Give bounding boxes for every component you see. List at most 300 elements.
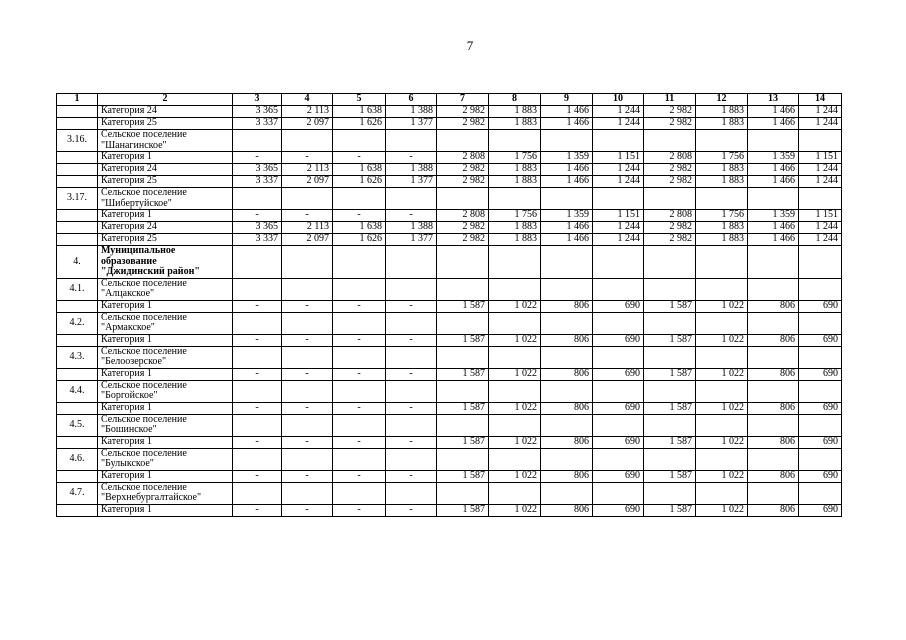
value-cell [437,482,489,504]
header-cell: 4 [282,94,333,106]
value-cell: 806 [748,470,799,482]
value-cell [696,448,748,470]
value-cell: 1 638 [333,106,386,118]
value-cell: 1 883 [489,164,541,176]
value-cell: 2 097 [282,234,333,246]
value-cell [799,278,842,300]
value-cell [644,448,696,470]
value-cell [541,414,593,436]
value-cell: 806 [541,334,593,346]
value-cell: - [386,470,437,482]
table-body [57,106,842,517]
value-cell: 1 587 [644,504,696,516]
row-name-line: Категория 25 [101,233,157,245]
value-cell [489,246,541,279]
value-cell: 1 022 [489,402,541,414]
value-cell [799,130,842,152]
value-cell: 1 244 [799,164,842,176]
value-cell [489,346,541,368]
row-name-line: "Шанагинское" [101,139,167,151]
value-cell [696,312,748,334]
value-cell: 1 151 [799,152,842,164]
row-name [98,130,233,152]
value-cell: 1 022 [696,402,748,414]
value-cell [282,414,333,436]
value-cell [696,130,748,152]
table-row [57,106,842,118]
value-cell [799,312,842,334]
row-number [57,210,98,222]
table-row [57,152,842,164]
tariff-table [56,93,842,517]
value-cell: 1 244 [593,118,644,130]
value-cell: - [333,152,386,164]
table-row [57,402,842,414]
table-row [57,300,842,312]
value-cell: 1 883 [489,234,541,246]
value-cell: 2 982 [437,118,489,130]
value-cell: 806 [541,436,593,448]
row-name-line: Категория 1 [101,209,152,221]
value-cell: 1 466 [748,234,799,246]
value-cell [386,346,437,368]
value-cell: 1 883 [489,118,541,130]
value-cell: 2 808 [644,210,696,222]
value-cell [489,414,541,436]
value-cell [644,278,696,300]
row-name-line: "Верхнебургалтайское" [101,492,202,503]
row-name [98,414,233,436]
value-cell: 1 022 [696,504,748,516]
row-name-line: Категория 24 [101,105,157,117]
header-cell: 5 [333,94,386,106]
value-cell [386,130,437,152]
value-cell [386,380,437,402]
value-cell: - [333,368,386,380]
value-cell: - [282,402,333,414]
value-cell [748,414,799,436]
value-cell: 1 587 [644,334,696,346]
value-cell: 1 022 [696,300,748,312]
value-cell [333,278,386,300]
row-number [57,402,98,414]
row-number [57,222,98,234]
value-cell [233,346,282,368]
row-name [98,470,233,482]
value-cell: 1 587 [437,470,489,482]
value-cell: 1 022 [696,470,748,482]
value-cell [437,380,489,402]
value-cell: 2 113 [282,106,333,118]
row-name-line: Сельское поселение [101,278,187,289]
table-row [57,436,842,448]
value-cell: 1 587 [644,470,696,482]
value-cell [489,278,541,300]
value-cell: 1 466 [748,176,799,188]
value-cell: 1 022 [696,436,748,448]
value-cell: 806 [541,368,593,380]
value-cell: 1 359 [748,152,799,164]
value-cell: - [282,470,333,482]
value-cell: 1 244 [799,176,842,188]
value-cell: - [333,210,386,222]
value-cell [593,482,644,504]
row-name-line: Сельское поселение [101,380,187,391]
row-name [98,234,233,246]
row-name [98,448,233,470]
value-cell: - [333,504,386,516]
value-cell: 1 626 [333,176,386,188]
value-cell: - [282,368,333,380]
value-cell: 2 097 [282,176,333,188]
value-cell [233,312,282,334]
value-cell [593,312,644,334]
row-number: 4.6. [57,448,98,470]
value-cell: 1 244 [593,164,644,176]
value-cell: 1 587 [644,436,696,448]
value-cell: 2 982 [437,222,489,234]
value-cell: 1 883 [489,106,541,118]
value-cell: 1 388 [386,164,437,176]
row-number [57,300,98,312]
value-cell: 1 883 [696,106,748,118]
value-cell: - [282,334,333,346]
value-cell [541,346,593,368]
value-cell [333,482,386,504]
value-cell: 690 [799,368,842,380]
row-number: 4.3. [57,346,98,368]
value-cell: 690 [799,402,842,414]
value-cell: 690 [593,334,644,346]
value-cell [437,346,489,368]
row-name-line: Категория 25 [101,175,157,187]
value-cell: 806 [541,300,593,312]
value-cell: - [233,334,282,346]
value-cell: 1 466 [541,118,593,130]
value-cell: 1 587 [644,402,696,414]
value-cell [593,448,644,470]
header-cell: 1 [57,94,98,106]
value-cell: 1 244 [799,118,842,130]
value-cell: 1 466 [541,234,593,246]
header-cell: 12 [696,94,748,106]
value-cell: 2 808 [437,152,489,164]
value-cell: 1 756 [696,210,748,222]
value-cell: 1 638 [333,164,386,176]
row-name [98,334,233,346]
value-cell [233,188,282,210]
value-cell [696,346,748,368]
value-cell: 1 022 [489,504,541,516]
value-cell: - [282,436,333,448]
value-cell [437,246,489,279]
value-cell [437,448,489,470]
value-cell [644,188,696,210]
value-cell: 2 982 [644,164,696,176]
value-cell: 806 [748,436,799,448]
value-cell [748,278,799,300]
header-cell: 8 [489,94,541,106]
value-cell: 1 466 [748,164,799,176]
row-name-line: Категория 1 [101,504,152,515]
row-number: 3.16. [57,130,98,152]
row-name-line: "Булыкское" [101,458,154,469]
value-cell: - [386,152,437,164]
value-cell [748,246,799,279]
table-row [57,118,842,130]
value-cell: - [233,300,282,312]
value-cell: 2 982 [437,234,489,246]
value-cell: 1 587 [437,504,489,516]
row-name [98,164,233,176]
row-name [98,176,233,188]
value-cell [748,188,799,210]
value-cell [541,130,593,152]
value-cell [696,246,748,279]
value-cell: 2 097 [282,118,333,130]
row-name [98,210,233,222]
value-cell [282,246,333,279]
value-cell: 1 587 [437,402,489,414]
value-cell [386,414,437,436]
row-number: 4.5. [57,414,98,436]
value-cell: 1 466 [541,222,593,234]
value-cell [333,448,386,470]
value-cell [437,312,489,334]
page-number: 7 [466,38,474,53]
value-cell: 690 [799,300,842,312]
row-name [98,188,233,210]
row-number: 3.17. [57,188,98,210]
value-cell [748,312,799,334]
value-cell: 806 [748,368,799,380]
value-cell: 3 337 [233,176,282,188]
row-name-line: Сельское поселение [101,346,187,357]
value-cell: 1 244 [593,234,644,246]
value-cell [748,346,799,368]
value-cell: 2 113 [282,222,333,234]
value-cell: 3 365 [233,164,282,176]
value-cell [282,448,333,470]
value-cell: - [386,436,437,448]
value-cell: - [233,436,282,448]
row-number [57,436,98,448]
value-cell: 1 377 [386,234,437,246]
row-name [98,246,233,279]
header-cell: 7 [437,94,489,106]
header-cell: 13 [748,94,799,106]
value-cell [799,482,842,504]
value-cell [644,414,696,436]
value-cell [489,188,541,210]
header-cell: 11 [644,94,696,106]
value-cell: 1 022 [489,300,541,312]
value-cell: - [282,300,333,312]
value-cell: 690 [593,402,644,414]
table-row [57,448,842,470]
value-cell: - [333,402,386,414]
row-name-line: Сельское поселение [101,187,187,198]
value-cell [748,380,799,402]
row-name-line: "Бошинское" [101,424,157,435]
row-name-line: Категория 1 [101,470,152,481]
value-cell: 1 359 [748,210,799,222]
value-cell [333,246,386,279]
value-cell: 1 022 [489,436,541,448]
row-number: 4.4. [57,380,98,402]
value-cell [489,482,541,504]
value-cell [386,312,437,334]
value-cell: 690 [799,436,842,448]
value-cell: 806 [541,470,593,482]
value-cell [541,246,593,279]
value-cell [282,380,333,402]
row-name-line: "Боргойское" [101,390,158,401]
value-cell [282,188,333,210]
value-cell [644,246,696,279]
table-row [57,482,842,504]
value-cell [282,278,333,300]
value-cell: 1 466 [748,106,799,118]
value-cell: - [333,470,386,482]
value-cell: - [233,368,282,380]
table-row [57,504,842,516]
row-name-line: Категория 24 [101,163,157,175]
value-cell [644,482,696,504]
table-row [57,278,842,300]
value-cell: 1 359 [541,210,593,222]
value-cell: 1 587 [437,436,489,448]
row-name-line: Категория 1 [101,402,152,413]
value-cell: 2 113 [282,164,333,176]
value-cell: 1 388 [386,222,437,234]
value-cell: - [386,504,437,516]
value-cell: - [233,152,282,164]
value-cell: 1 587 [437,368,489,380]
value-cell [696,414,748,436]
value-cell [333,188,386,210]
row-name [98,222,233,234]
value-cell: 1 756 [489,152,541,164]
value-cell [644,130,696,152]
value-cell [593,188,644,210]
value-cell: - [386,300,437,312]
value-cell: 1 883 [696,164,748,176]
row-name-line: Сельское поселение [101,312,187,323]
row-number [57,234,98,246]
value-cell: 1 466 [748,222,799,234]
value-cell: 1 756 [696,152,748,164]
row-name-line: Категория 1 [101,334,152,345]
value-cell: 1 022 [489,334,541,346]
value-cell: 2 982 [644,106,696,118]
row-name-line: Категория 24 [101,221,157,233]
value-cell: 690 [593,436,644,448]
value-cell: 1 022 [696,334,748,346]
value-cell [799,346,842,368]
value-cell [644,380,696,402]
value-cell: 806 [748,334,799,346]
value-cell [282,346,333,368]
value-cell: 1 359 [541,152,593,164]
table-row [57,380,842,402]
row-name-line: "Армакское" [101,322,155,333]
row-number [57,164,98,176]
value-cell [541,278,593,300]
value-cell [333,130,386,152]
value-cell [799,246,842,279]
value-cell: 2 808 [437,210,489,222]
row-number [57,118,98,130]
value-cell [541,312,593,334]
value-cell [644,346,696,368]
row-name-line: Сельское поселение [101,448,187,459]
value-cell [333,414,386,436]
value-cell [799,414,842,436]
value-cell [541,448,593,470]
value-cell [489,312,541,334]
row-name-line: образование [101,255,157,267]
value-cell: 1 151 [799,210,842,222]
value-cell [696,380,748,402]
value-cell [748,482,799,504]
row-name [98,300,233,312]
value-cell: 1 244 [799,106,842,118]
row-name-line: Сельское поселение [101,129,187,140]
value-cell: 1 587 [437,300,489,312]
row-number [57,368,98,380]
value-cell [386,448,437,470]
value-cell: 2 982 [644,118,696,130]
value-cell [282,312,333,334]
value-cell [696,482,748,504]
value-cell [386,188,437,210]
value-cell: 2 982 [644,222,696,234]
value-cell [437,188,489,210]
value-cell [233,414,282,436]
row-number [57,106,98,118]
row-name-line: "Белоозерское" [101,356,167,367]
table-row [57,188,842,210]
value-cell [437,130,489,152]
value-cell: 806 [541,504,593,516]
value-cell: 1 883 [489,176,541,188]
value-cell: 1 638 [333,222,386,234]
value-cell: 1 022 [489,368,541,380]
header-cell: 10 [593,94,644,106]
value-cell [437,278,489,300]
value-cell [799,188,842,210]
value-cell [233,380,282,402]
table-row [57,246,842,279]
value-cell: 1 883 [489,222,541,234]
value-cell: 1 377 [386,118,437,130]
value-cell [282,482,333,504]
row-number: 4.1. [57,278,98,300]
table-row [57,346,842,368]
value-cell: 3 365 [233,222,282,234]
table-row [57,210,842,222]
value-cell: 806 [748,402,799,414]
value-cell: 1 244 [799,234,842,246]
value-cell [541,188,593,210]
value-cell: 1 626 [333,234,386,246]
value-cell: 1 883 [696,234,748,246]
table-row [57,176,842,188]
table-row [57,130,842,152]
value-cell: - [386,334,437,346]
value-cell [748,448,799,470]
